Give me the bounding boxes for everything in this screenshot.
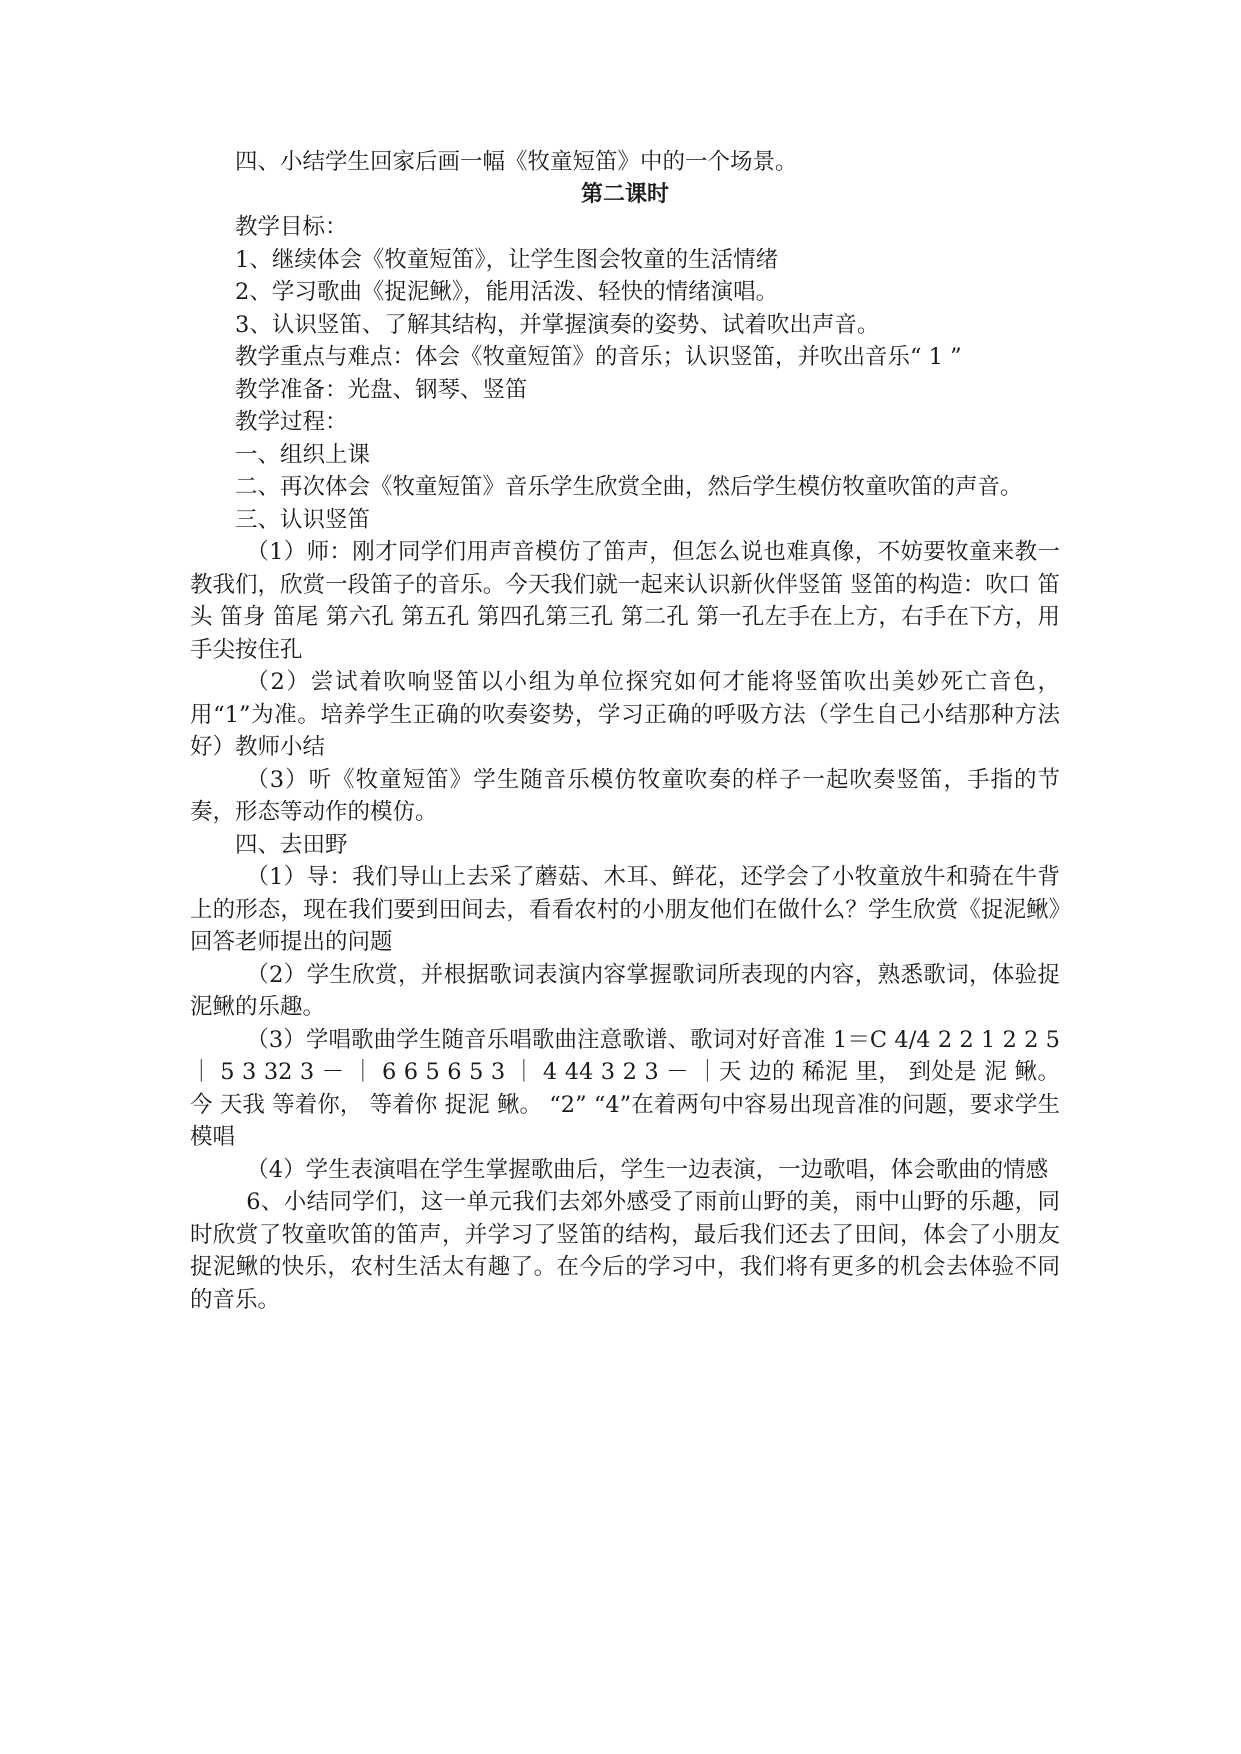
key-points: 教学重点与难点：体会《牧童短笛》的音乐；认识竖笛，并吹出音乐“ 1 ” (235, 344, 962, 370)
preparation: 教学准备：光盘、钢琴、竖笛 (235, 376, 528, 403)
step-item: （3）学唱歌曲学生随音乐唱歌曲注意歌谱、歌词对好音准 1＝C 4/4 2 2 1 2 2 5 ｜ 5 3 32 3 － ｜ 6 6 5 6 5 3 ｜ 4 44 3 2 3 － ｜天 边的 稀泥 里， 到处是 泥 鳅。 今 天我 等着你， 等着你 捉泥 鳅。 “2” “4”在着两句中容易出现音准的问题，要求学生模唱 (190, 1026, 1060, 1150)
objective-item: 2、学习歌曲《捉泥鳅》，能用活泼、轻快的情绪演唱。 (235, 279, 779, 305)
step-item: （3）听《牧童短笛》学生随音乐模仿牧童吹奏的样子一起吹奏竖笛，手指的节奏，形态等动作的模仿。 (190, 766, 1060, 825)
step-item: （1）导：我们导山上去采了蘑菇、木耳、鲜花，还学会了小牧童放牛和骑在牛背上的形态，现在我们要到田间去，看看农村的小朋友他们在做什么？学生欣赏《捉泥鳅》回答老师提出的问题 (190, 864, 1060, 955)
process-heading: 教学过程： (235, 409, 348, 435)
step-item: （4）学生表演唱在学生掌握歌曲后，学生一边表演，一边歌唱，体会歌曲的情感 (246, 1156, 1049, 1183)
objective-item: 1、继续体会《牧童短笛》，让学生图会牧童的生活情绪 (235, 246, 779, 273)
objective-item: 3、认识竖笛、了解其结构，并掌握演奏的姿势、试着吹出声音。 (235, 311, 880, 338)
step-item: （1）师：刚才同学们用声音模仿了笛声，但怎么说也难真像，不妨要牧童来教一教我们，欣赏一段笛子的音乐。今天我们就一起来认识新伙伴竖笛 竖笛的构造：吹口 笛头 笛身 笛尾 第六孔 第五孔 第四孔第三孔 第二孔 第一孔左手在上方，右手在下方，用手尖按住孔 (190, 539, 1060, 663)
step-heading: 三、认识竖笛 (235, 506, 371, 533)
closing-summary: 6、小结同学们，这一单元我们去郊外感受了雨前山野的美，雨中山野的乐趣，同时欣赏了牧童吹笛的笛声，并学习了竖笛的结构，最后我们还去了田间，体会了小朋友捉泥鳅的快乐，农村生活太有趣了。在今后的学习中，我们将有更多的机会去体验不同的音乐。 (190, 1189, 1060, 1313)
objectives-heading: 教学目标： (235, 214, 348, 240)
section-title: 第二课时 (580, 181, 669, 207)
step-heading: 一、组织上课 (235, 441, 371, 468)
summary-line-top: 四、小结学生回家后画一幅《牧童短笛》中的一个场景。 (235, 149, 798, 175)
step-heading: 四、去田野 (235, 831, 348, 858)
step-paragraph: 二、再次体会《牧童短笛》音乐学生欣赏全曲，然后学生模仿牧童吹笛的声音。 (235, 474, 1023, 500)
document-page (190, 146, 1060, 1316)
step-item: （2）尝试着吹响竖笛以小组为单位探究如何才能将竖笛吹出美妙死亡音色，用“1”为准。培养学生正确的吹奏姿势，学习正确的呼吸方法（学生自己小结那种方法好）教师小结 (190, 669, 1060, 760)
step-item: （2）学生欣赏，并根据歌词表演内容掌握歌词所表现的内容，熟悉歌词，体验捉泥鳅的乐趣。 (190, 961, 1060, 1020)
